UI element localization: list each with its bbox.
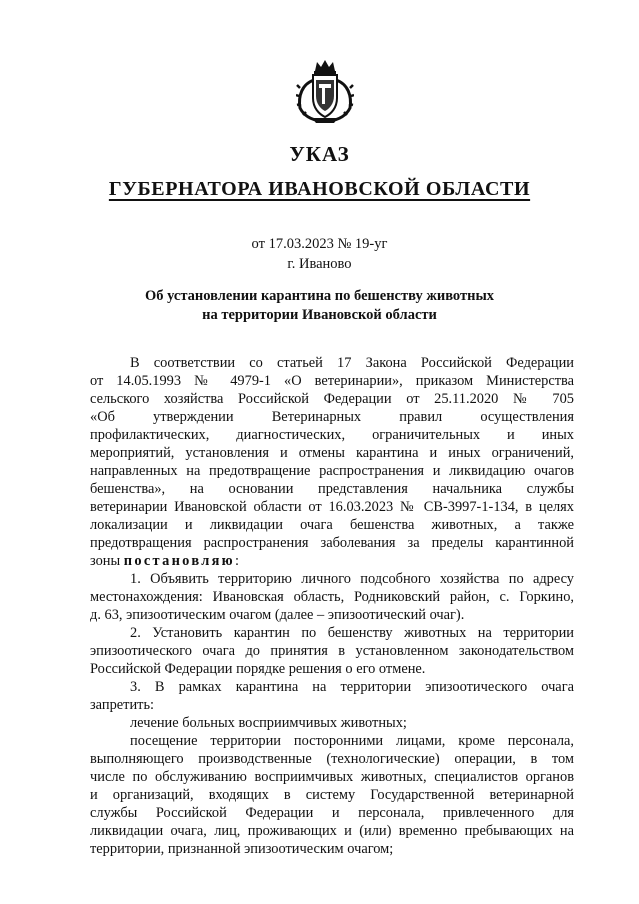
body-line: 2. Установить карантин по бешенству животных на территории [130,625,574,641]
body-line: «Об утверждении Ветеринарных правил осуществления [90,409,574,425]
document-city: г. Иваново [287,256,352,272]
body-line: 3. В рамках карантина на территории эпизоотического очага [130,679,574,695]
body-line: ликвидации очага, лиц, проживающих и (или) временно пребывающих на [90,823,574,839]
document-date-number: от 17.03.2023 № 19-уг [251,236,388,252]
body-line: мероприятий, установления и отмены карантина и иных ограничений, [90,445,574,461]
subject-line-2: на территории Ивановской области [202,307,437,323]
body-line-resolution [90,553,574,570]
body-line: и организаций, входящих в систему Государственной ветеринарной [90,787,574,803]
body-line: Российской Федерации порядке решения о его отмене. [90,661,426,677]
subject-line-1: Об установлении карантина по бешенству животных [144,288,495,304]
body-line: ветеринарии Ивановской области от 16.03.2023 № СВ-3997-1-134, в целях [90,499,574,515]
body-line: д. 63, эпизоотическим очагом (далее – эпизоотический очаг). [90,607,465,623]
body-line: запретить: [90,697,155,713]
issuer-title: ГУБЕРНАТОРА ИВАНОВСКОЙ ОБЛАСТИ [108,178,531,200]
body-line: службы Российской Федерации и персонала, привлеченного для [90,805,574,821]
body-line: сельского хозяйства Российской Федерации от 25.11.2020 № 705 [90,391,574,407]
body-line: направленных на предотвращение распространения и ликвидацию очагов [90,463,574,479]
body-line-text: зоны [90,553,121,569]
body-line: 1. Объявить территорию личного подсобного хозяйства по адресу [130,571,574,587]
resolution-keyword: постановляю [123,553,235,569]
body-line-text: : [234,553,239,569]
body-line: лечение больных восприимчивых животных; [130,715,407,731]
body-line: числе по обслуживанию восприимчивых животных, специалистов органов [90,769,574,785]
body-line: территории, признанной эпизоотическим очагом; [90,841,394,857]
body-line: эпизоотического очага до принятия в установленном законодательством [90,643,574,659]
body-line: местонахождения: Ивановская область, Родниковский район, с. Горкино, [90,589,574,605]
body-line: В соответствии со статьей 17 Закона Российской Федерации [130,355,574,371]
document-title: УКАЗ [289,142,350,166]
body-line: предотвращения распространения заболевания за пределы карантинной [90,535,574,551]
body-line: выполняющего производственные (технологические) операции, в том [90,751,574,767]
body-line: от 14.05.1993 № 4979-1 «О ветеринарии», приказом Министерства [90,373,574,389]
body-line: бешенства», на основании представления начальника службы [90,481,574,497]
coat-of-arms-icon [296,58,354,124]
body-line: посещение территории посторонними лицами, кроме персонала, [130,733,574,749]
body-line: локализации и ликвидации очага бешенства животных, а также [90,517,574,533]
body-line: профилактических, диагностических, ограничительных и иных [90,427,574,443]
